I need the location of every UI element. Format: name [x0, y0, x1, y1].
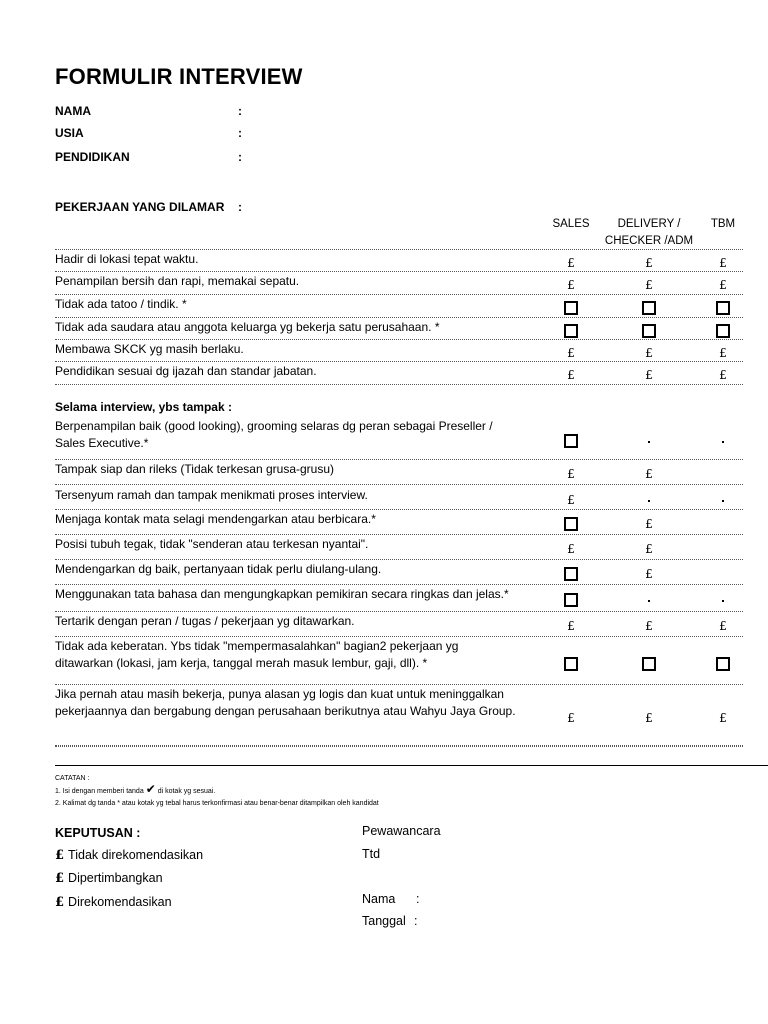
- pound-checkbox-icon-sales[interactable]: £: [567, 345, 575, 360]
- row-label-line1: Tertarik dengan peran / tugas / pekerjaan yg ditawarkan.: [55, 614, 355, 628]
- pound-checkbox-icon-delivery[interactable]: £: [645, 345, 653, 360]
- row-label-line1: Tampak siap dan rileks (Tidak terkesan grusa-grusu): [55, 462, 335, 476]
- decision-option-recommended[interactable]: [55, 895, 172, 910]
- checkbox-tbm[interactable]: [716, 301, 730, 315]
- checkbox-delivery[interactable]: [642, 657, 656, 671]
- row-label: [55, 273, 525, 290]
- row-label: [55, 251, 525, 268]
- row-label-line1: Menjaga kontak mata selagi mendengarkan atau berbicara.*: [55, 512, 376, 526]
- checkbox-sales[interactable]: [564, 657, 578, 671]
- field-colon-usia: :: [238, 126, 242, 140]
- pound-checkbox-icon-sales[interactable]: £: [567, 492, 575, 507]
- pound-checkbox-icon-delivery[interactable]: £: [645, 542, 653, 556]
- row-label-line1: Hadir di lokasi tepat waktu.: [55, 252, 199, 266]
- decision-checkbox-icon[interactable]: £: [55, 871, 65, 886]
- table-row: [55, 510, 743, 535]
- pound-checkbox-icon-tbm[interactable]: £: [719, 368, 727, 382]
- table-row: [55, 318, 743, 340]
- pound-checkbox-icon-tbm[interactable]: £: [719, 711, 727, 725]
- column-header-tbm: TBM: [710, 218, 736, 230]
- row-label: [55, 686, 525, 720]
- table-row: [55, 340, 743, 362]
- table-row: [55, 535, 743, 560]
- row-label-line1: Tidak ada saudara atau anggota keluarga yg bekerja satu perusahaan. *: [55, 320, 440, 334]
- pound-checkbox-icon-tbm[interactable]: £: [719, 255, 727, 270]
- interviewer-date-label: Tanggal: [362, 914, 406, 928]
- pound-checkbox-icon-sales[interactable]: £: [567, 368, 575, 382]
- decision-option-label: Dipertimbangkan: [68, 871, 163, 885]
- row-label: [55, 487, 525, 504]
- field-label-usia: USIA: [55, 126, 84, 140]
- pound-checkbox-icon-tbm[interactable]: £: [719, 619, 727, 633]
- form-title: FORMULIR INTERVIEW: [55, 64, 303, 89]
- dot-marker-delivery: [648, 441, 650, 443]
- interviewer-name-colon: :: [416, 892, 420, 906]
- table-row: [55, 250, 743, 272]
- checkbox-sales[interactable]: [564, 301, 578, 315]
- checkbox-sales[interactable]: [564, 567, 578, 581]
- checkbox-sales[interactable]: [564, 593, 578, 607]
- table-row: [55, 637, 743, 685]
- pound-checkbox-icon-delivery[interactable]: £: [645, 368, 653, 382]
- column-header-delivery-line1: DELIVERY /: [617, 218, 681, 230]
- table-bottom-rule: [55, 746, 743, 747]
- interviewer-heading: Pewawancara: [362, 824, 441, 838]
- pound-checkbox-icon-delivery[interactable]: £: [645, 567, 653, 581]
- pound-checkbox-icon-sales[interactable]: £: [567, 542, 575, 556]
- field-label-pendidikan: PENDIDIKAN: [55, 150, 130, 164]
- row-label-line1: Berpenampilan baik (good looking), grooming selaras dg peran sebagai Preseller /: [55, 419, 493, 433]
- table-row: [55, 295, 743, 318]
- pound-checkbox-icon-delivery[interactable]: £: [645, 255, 653, 270]
- notes-heading: CATATAN :: [55, 775, 90, 782]
- table-row: [55, 585, 743, 612]
- row-label: [55, 561, 525, 578]
- pound-checkbox-icon-delivery[interactable]: £: [645, 467, 653, 481]
- row-label-line1: Tidak ada keberatan. Ybs tidak "mempermasalahkan" bagian2 pekerjaan yg: [55, 639, 459, 653]
- job-label: PEKERJAAN YANG DILAMAR: [55, 200, 225, 214]
- row-label-line2: Sales Executive.*: [55, 436, 149, 450]
- checkbox-tbm[interactable]: [716, 657, 730, 671]
- table-row: [55, 362, 743, 385]
- table-row: [55, 612, 743, 637]
- pound-checkbox-icon-delivery[interactable]: £: [645, 278, 653, 292]
- row-label-line1: Menggunakan tata bahasa dan mengungkapkan pemikiran secara ringkas dan jelas.*: [55, 587, 509, 601]
- pound-checkbox-icon-delivery[interactable]: £: [645, 517, 653, 531]
- signature-label: Ttd: [362, 847, 381, 861]
- checkbox-sales[interactable]: [564, 434, 578, 448]
- table-row: [55, 460, 743, 485]
- dot-marker-tbm: [722, 500, 724, 502]
- pound-checkbox-icon-sales[interactable]: £: [567, 619, 575, 633]
- column-header-delivery: [598, 216, 700, 250]
- row-label-line1: Tersenyum ramah dan tampak menikmati proses interview.: [55, 488, 368, 502]
- decision-checkbox-icon[interactable]: £: [55, 848, 65, 863]
- row-label-line1: Tidak ada tatoo / tindik. *: [55, 297, 187, 311]
- check-icon: ✔: [145, 782, 156, 796]
- pound-checkbox-icon-sales[interactable]: £: [567, 467, 575, 481]
- checkbox-sales[interactable]: [564, 324, 578, 338]
- row-label: [55, 536, 525, 553]
- decision-option-considered[interactable]: [55, 871, 163, 886]
- row-label-line1: Pendidikan sesuai dg ijazah dan standar jabatan.: [55, 364, 317, 378]
- field-label-nama: NAMA: [55, 104, 91, 118]
- row-label: [55, 363, 525, 380]
- table-row: [55, 560, 743, 585]
- column-header-delivery-line2: CHECKER /ADM: [604, 235, 694, 247]
- pound-checkbox-icon-sales[interactable]: £: [567, 278, 575, 292]
- dot-marker-tbm: [722, 600, 724, 602]
- dot-marker-delivery: [648, 500, 650, 502]
- row-label-line1: Posisi tubuh tegak, tidak "senderan atau terkesan nyantai".: [55, 537, 369, 551]
- checkbox-delivery[interactable]: [642, 301, 656, 315]
- checkbox-tbm[interactable]: [716, 324, 730, 338]
- checkbox-delivery[interactable]: [642, 324, 656, 338]
- interviewer-name-label: Nama: [362, 892, 396, 906]
- pound-checkbox-icon-delivery[interactable]: £: [645, 711, 653, 725]
- pound-checkbox-icon-delivery[interactable]: £: [645, 619, 653, 633]
- decision-checkbox-icon[interactable]: £: [55, 895, 65, 910]
- divider: [55, 765, 768, 766]
- note-1: [55, 784, 215, 797]
- interviewer-date-colon: :: [414, 914, 418, 928]
- job-colon: :: [238, 200, 242, 214]
- note-1-text-before: 1. Isi dengan memberi tanda: [55, 788, 144, 795]
- field-colon-pendidikan: :: [238, 150, 242, 164]
- pound-checkbox-icon-tbm[interactable]: £: [719, 278, 727, 292]
- row-label-line2: ditawarkan (lokasi, jam kerja, tanggal merah masuk lembur, gaji, dll). *: [55, 656, 428, 670]
- row-label-line1: Jika pernah atau masih bekerja, punya alasan yg logis dan kuat untuk meninggalkan: [55, 687, 504, 701]
- row-label: [55, 418, 525, 452]
- row-label: [55, 586, 525, 603]
- table-row: [55, 486, 743, 510]
- pound-checkbox-icon-tbm[interactable]: £: [719, 345, 727, 360]
- table-row: [55, 272, 743, 295]
- note-1-text-after: di kotak yg sesuai.: [157, 788, 216, 795]
- row-label: [55, 296, 525, 313]
- row-label: [55, 319, 525, 336]
- checkbox-sales[interactable]: [564, 517, 578, 531]
- field-colon-nama: :: [238, 104, 242, 118]
- row-label: [55, 613, 525, 630]
- column-header-sales: SALES: [552, 218, 590, 230]
- row-label-line1: Membawa SKCK yg masih berlaku.: [55, 342, 244, 356]
- table-row: [55, 417, 743, 460]
- row-label-line1: Penampilan bersih dan rapi, memakai sepatu.: [55, 274, 300, 288]
- row-label: [55, 511, 525, 528]
- decision-heading: KEPUTUSAN :: [55, 826, 141, 840]
- pound-checkbox-icon-sales[interactable]: £: [567, 255, 575, 270]
- note-2: 2. Kalimat dg tanda * atau kotak yg tebal harus terkonfirmasi atau benar-benar ditampilkan oleh kandidat: [55, 800, 379, 807]
- table-row: [55, 685, 743, 746]
- decision-option-label: Direkomendasikan: [68, 895, 172, 909]
- pound-checkbox-icon-sales[interactable]: £: [567, 711, 575, 725]
- dot-marker-tbm: [722, 441, 724, 443]
- row-label: [55, 461, 525, 478]
- row-label-line2: pekerjaannya dan bergabung dengan perusahaan berikutnya atau Wahyu Jaya Group.: [55, 704, 516, 718]
- section-label: Selama interview, ybs tampak :: [55, 400, 232, 414]
- dot-marker-delivery: [648, 600, 650, 602]
- decision-option-not-recommended[interactable]: [55, 848, 203, 863]
- row-label: [55, 341, 525, 358]
- decision-option-label: Tidak direkomendasikan: [68, 848, 204, 862]
- row-label: [55, 638, 525, 672]
- row-label-line1: Mendengarkan dg baik, pertanyaan tidak perlu diulang-ulang.: [55, 562, 382, 576]
